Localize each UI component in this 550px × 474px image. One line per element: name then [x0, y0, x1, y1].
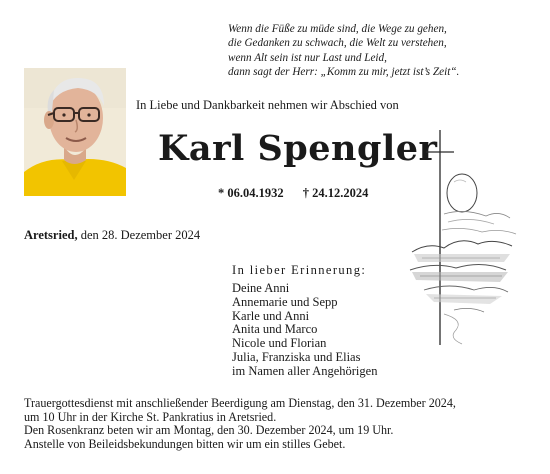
funeral-line: um 10 Uhr in der Kirche St. Pankratius in Aretsried. [24, 409, 277, 424]
birth-date: * 06.04.1932 [218, 186, 284, 200]
poem [228, 22, 528, 79]
moon-landscape-illustration [404, 130, 524, 345]
portrait-photo [24, 68, 126, 196]
mourners-list [232, 282, 377, 379]
mourner: Nicole und Florian [232, 336, 327, 351]
place: Aretsried, [24, 228, 78, 242]
deceased-name: Karl Spengler [158, 128, 438, 169]
place-date [24, 228, 200, 243]
mourner: Julia, Franziska und Elias [232, 349, 361, 364]
rosary-line: Den Rosenkranz beten wir am Montag, den 30. Dezember 2024, um 19 Uhr. [24, 423, 394, 438]
farewell-intro: In Liebe und Dankbarkeit nehmen wir Abschied von [136, 98, 399, 112]
mourner: Anita und Marco [232, 322, 318, 337]
poem-line: dann sagt der Herr: „Komm zu mir, jetzt ist’s Zeit“. [228, 65, 460, 78]
life-dates [218, 186, 368, 201]
remembrance-heading: In lieber Erinnerung: [232, 263, 367, 277]
condolence-note: Anstelle von Beileidsbekundungen bitten wir um ein stilles Gebet. [24, 437, 346, 452]
mourner: im Namen aller Angehörigen [232, 363, 378, 378]
date: den 28. Dezember 2024 [77, 228, 201, 242]
mourner: Annemarie und Sepp [232, 294, 338, 309]
death-date: † 24.12.2024 [302, 186, 369, 200]
funeral-details [24, 397, 529, 452]
poem-line: wenn Alt sein ist nur Last und Leid, [228, 51, 387, 64]
poem-line: die Gedanken zu schwach, die Welt zu verstehen, [228, 37, 447, 50]
mourner: Deine Anni [232, 281, 290, 295]
mourner: Karle und Anni [232, 308, 310, 323]
poem-line: Wenn die Füße zu müde sind, die Wege zu gehen, [228, 23, 447, 35]
cross-icon [426, 130, 454, 345]
funeral-line: Trauergottesdienst mit anschließender Beerdigung am Dienstag, den 31. Dezember 2024, [24, 396, 456, 410]
